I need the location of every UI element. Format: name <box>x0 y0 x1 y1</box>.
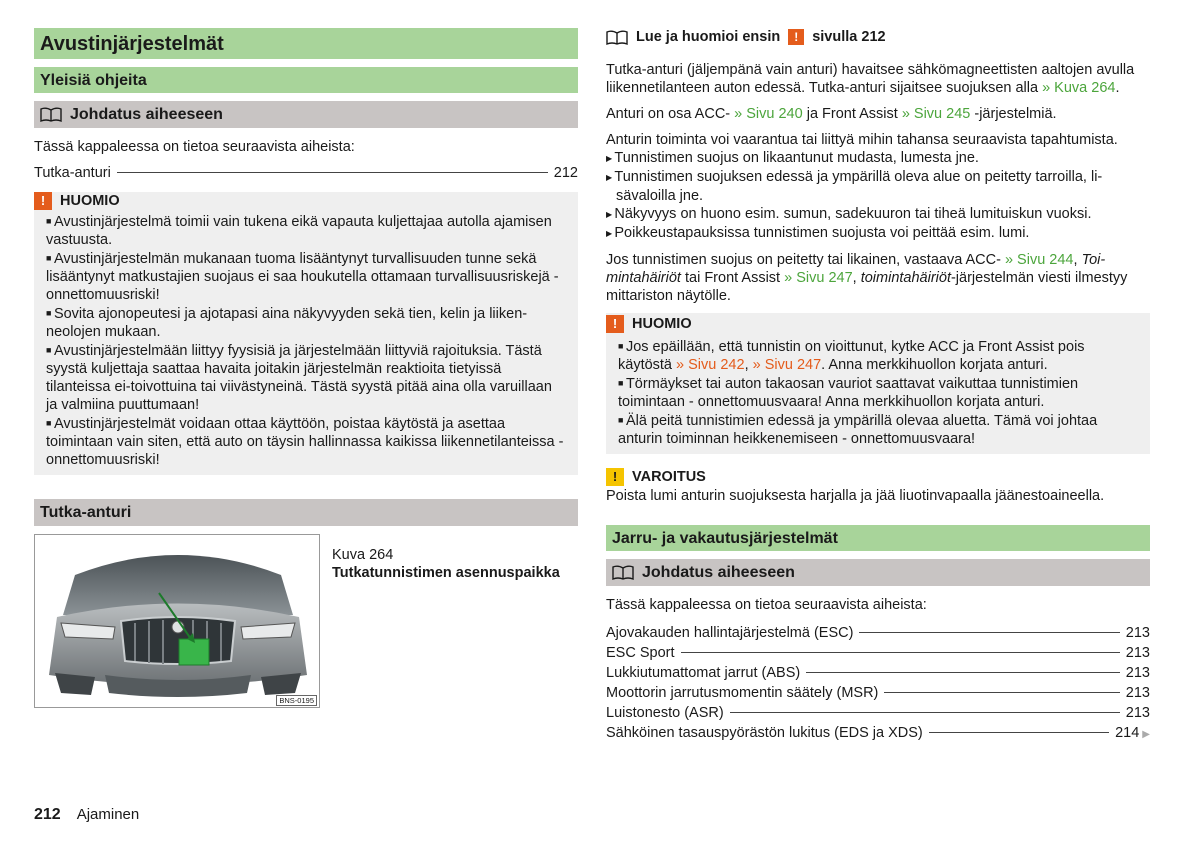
toc-page: 213 <box>1125 625 1150 641</box>
figure-code: BNS-0195 <box>276 695 317 706</box>
caution-item: ■ Avustinjärjestelmän mukanaan tuoma lisääntynyt turvallisuuden tunne sekä lisääntynyt matkustajien suojaus ei saa houkutella ottamaan turvallisuusriskejä - onnettomuusriski! <box>46 249 564 304</box>
exclamation-icon: ! <box>788 29 804 45</box>
caution-box <box>34 192 578 475</box>
paragraph-text: tai Front Assist <box>684 270 781 286</box>
toc-row[interactable] <box>606 724 1150 744</box>
toc-page: 213 <box>1125 645 1150 661</box>
caution-text: . Anna merkkihuollon korjata anturi. <box>821 357 1048 373</box>
intro-heading <box>34 101 578 128</box>
toc-page: 213 <box>1125 685 1150 701</box>
page-footer <box>34 806 139 824</box>
subsection-heading-general: Yleisiä ohjeita <box>34 67 578 93</box>
toc-label: Sähköinen tasauspyörästön lukitus (EDS ja XDS) <box>606 725 923 741</box>
caution-box-right <box>606 313 1150 454</box>
link-page-245[interactable]: » Sivu 245 <box>901 106 971 122</box>
toc-page: 214 <box>1115 725 1140 741</box>
caution-item: ■ Älä peitä tunnistimien edessä ja ympärillä olevaa aluetta. Tämä voi johtaa anturin toiminnan heikkenemiseen - onnettomuusvaara! <box>618 411 1136 448</box>
toc-page: 212 <box>553 165 578 181</box>
toc-row[interactable] <box>606 644 1150 664</box>
toc-leader <box>806 672 1120 673</box>
paragraph-text: -järjestelmiä. <box>974 106 1057 122</box>
link-page-247-red[interactable]: » Sivu 247 <box>752 357 822 373</box>
caution-item: ■ Törmäykset tai auton takaosan vauriot saattavat vaikuttaa tunnistimien toimintaan - onnettomuusvaara! Anna merkkihuollon korjata anturi. <box>618 374 1136 411</box>
toc-page: 213 <box>1125 705 1150 721</box>
book-icon <box>40 107 62 122</box>
paragraph-text: -järjestelmän viesti ilmestyy mittariston näytölle. <box>606 270 1128 304</box>
car-front-illustration <box>34 534 320 708</box>
toc-row[interactable] <box>606 684 1150 704</box>
intro-heading-label: Johdatus aiheeseen <box>642 564 795 581</box>
paragraph-radar-intro: Tutka-anturi (jäljempänä vain anturi) havaitsee sähkömagneettisten aaltojen avulla liikennetilanteen auton edessä. Tutka-anturi sijaitsee suojuksen alla » Kuva 264. <box>606 62 1135 96</box>
toc-label: Lukkiutumattomat jarrut (ABS) <box>606 665 801 681</box>
link-page-242[interactable]: » Sivu 242 <box>676 357 745 373</box>
condition-item: ▶ Poikkeustapauksissa tunnistimen suojusta voi peittää esim. lumi. <box>606 224 1150 243</box>
paragraph-text: Jos tunnistimen suojus on peitetty tai likainen, vastaava ACC- <box>606 252 1001 268</box>
condition-item: ▶ Tunnistimen suojuksen edessä ja ympärillä oleva alue on peitetty tarroilla, lisävaloilla jne. <box>606 168 1150 205</box>
caution-header <box>34 192 578 210</box>
page-number: 212 <box>34 806 61 823</box>
toc-leader <box>681 652 1120 653</box>
paragraph-text: Anturi on osa ACC- <box>606 106 731 122</box>
book-icon <box>612 565 634 580</box>
caution-item: ■ Avustinjärjestelmät voidaan ottaa käyttöön, poistaa käytöstä ja asettaa toimintaan vain siten, että auto on täysin hallinnassa kaikissa liikennetilanteissa - onnettomuusriski! <box>46 414 564 469</box>
section-heading-assist-systems: Avustinjärjestelmät <box>34 28 578 59</box>
read-first-line <box>606 28 1150 46</box>
intro-text: Tässä kappaleessa on tietoa seuraavista aiheista: <box>606 597 927 613</box>
toc-label: ESC Sport <box>606 645 675 661</box>
italic-term: Toimintahäiriöt <box>606 252 1106 286</box>
caution-text: Jos epäillään, että tunnistin on vioittunut, kytke ACC ja Front Assist pois käytöstä <box>618 339 1085 373</box>
section-heading-brakes: Jarru- ja vakautusjärjestelmät <box>606 525 1150 551</box>
intro-heading-label: Johdatus aiheeseen <box>70 106 223 123</box>
toc-row[interactable] <box>606 624 1150 644</box>
figure-number: Kuva 264 <box>332 547 394 563</box>
toc-label: Luistonesto (ASR) <box>606 705 724 721</box>
toc-label: Tutka-anturi <box>34 165 111 181</box>
radar-heading <box>34 499 578 526</box>
caution-title: HUOMIO <box>60 193 120 209</box>
left-column <box>34 28 578 708</box>
toc-row[interactable] <box>34 164 578 184</box>
intro-heading <box>606 559 1150 586</box>
conditions-list <box>606 149 1150 243</box>
warning-text: Poista lumi anturin suojuksesta harjalla ja jää liuotinvapaalla jäänestoaineella. <box>606 488 1105 504</box>
continue-arrow-icon: ▶ <box>1142 729 1150 740</box>
warning-header <box>606 468 1150 486</box>
radar-heading-label: Tutka-anturi <box>40 504 132 521</box>
read-first-page[interactable]: sivulla 212 <box>812 29 886 45</box>
caution-item: ■ Sovita ajonopeutesi ja ajotapasi aina näkyvyyden sekä tien, kelin ja liikenneolojen mukaan. <box>46 304 564 341</box>
caution-item: ■ Avustinjärjestelmä toimii vain tukena eikä vapauta kuljettajaa autolla ajamisen vastuusta. <box>46 212 564 249</box>
exclamation-icon: ! <box>606 468 624 486</box>
paragraph-acc <box>606 105 1150 123</box>
read-first-label: Lue ja huomioi ensin <box>636 29 781 45</box>
toc-row[interactable] <box>606 704 1150 724</box>
figure-caption <box>320 534 560 708</box>
book-icon <box>606 30 628 45</box>
right-column <box>606 28 1150 744</box>
paragraph-covered-sensor: Jos tunnistimen suojus on peitetty tai likainen, vastaava ACC- » Sivu 244, Toimintahäiriöt tai Front Assist » Sivu 247, toimintahäiriöt-järjestelmän viesti ilmestyy mittariston näytölle. <box>606 252 1128 304</box>
toc-row[interactable] <box>606 664 1150 684</box>
toc-leader <box>730 712 1120 713</box>
link-page-244[interactable]: » Sivu 244 <box>1004 252 1074 268</box>
caution-header <box>606 313 1150 335</box>
paragraph-conditions: Anturin toiminta voi vaarantua tai liittyä mihin tahansa seuraavista tapahtumista. <box>606 132 1118 148</box>
figure-264 <box>34 534 578 708</box>
footer-section: Ajaminen <box>76 806 140 823</box>
car-front-image <box>35 535 320 708</box>
toc-page: 213 <box>1125 665 1150 681</box>
intro-text: Tässä kappaleessa on tietoa seuraavista aiheista: <box>34 139 355 155</box>
condition-item: ▶ Näkyvyys on huono esim. sumun, sadekuuron tai tiheä lumituiskun vuoksi. <box>606 205 1150 224</box>
warning-title: VAROITUS <box>632 469 706 485</box>
caution-body <box>606 335 1150 454</box>
toc-leader <box>117 172 548 173</box>
toc-label: Ajovakauden hallintajärjestelmä (ESC) <box>606 625 854 641</box>
figure-title: Tutkatunnistimen asennuspaikka <box>332 565 560 581</box>
link-page-240[interactable]: » Sivu 240 <box>734 106 803 122</box>
paragraph-text: Tutka-anturi (jäljempänä vain anturi) havaitsee sähkömagneettisten aaltojen avulla liikennetilanteen auton edessä. Tutka-anturi sijaitsee suojuksen alla <box>606 62 1135 96</box>
warning-box <box>606 468 1150 505</box>
caution-title: HUOMIO <box>632 316 692 332</box>
toc-leader <box>859 632 1119 633</box>
exclamation-icon: ! <box>34 192 52 210</box>
exclamation-icon: ! <box>606 315 624 333</box>
toc-list <box>606 624 1150 744</box>
caution-item: ■ Jos epäillään, että tunnistin on vioittunut, kytke ACC ja Front Assist pois käytöstä » Sivu 242, » Sivu 247. Anna merkkihuollon korjata anturi. <box>618 337 1136 374</box>
italic-term: toimintahäiriöt <box>860 270 951 286</box>
link-figure-264[interactable]: » Kuva 264 <box>1042 80 1116 96</box>
toc-leader <box>929 732 1109 733</box>
caution-body <box>34 210 578 475</box>
link-page-247[interactable]: » Sivu 247 <box>784 270 853 286</box>
caution-item: ■ Avustinjärjestelmään liittyy fyysisiä ja järjestelmään liittyviä rajoituksia. Tästä syystä kuljettaja saattaa havaita joitakin järjestelmän reaktioita tietyissä tilanteissa ei-toivottuina tai viivästyneinä. Tästä syystä pitää aina olla varuillaan ja valmiina puuttumaan! <box>46 341 564 414</box>
condition-item: ▶ Tunnistimen suojus on likaantunut mudasta, lumesta jne. <box>606 149 1150 168</box>
toc-leader <box>884 692 1119 693</box>
paragraph-text: ja Front Assist <box>806 106 898 122</box>
toc-label: Moottorin jarrutusmomentin säätely (MSR) <box>606 685 879 701</box>
